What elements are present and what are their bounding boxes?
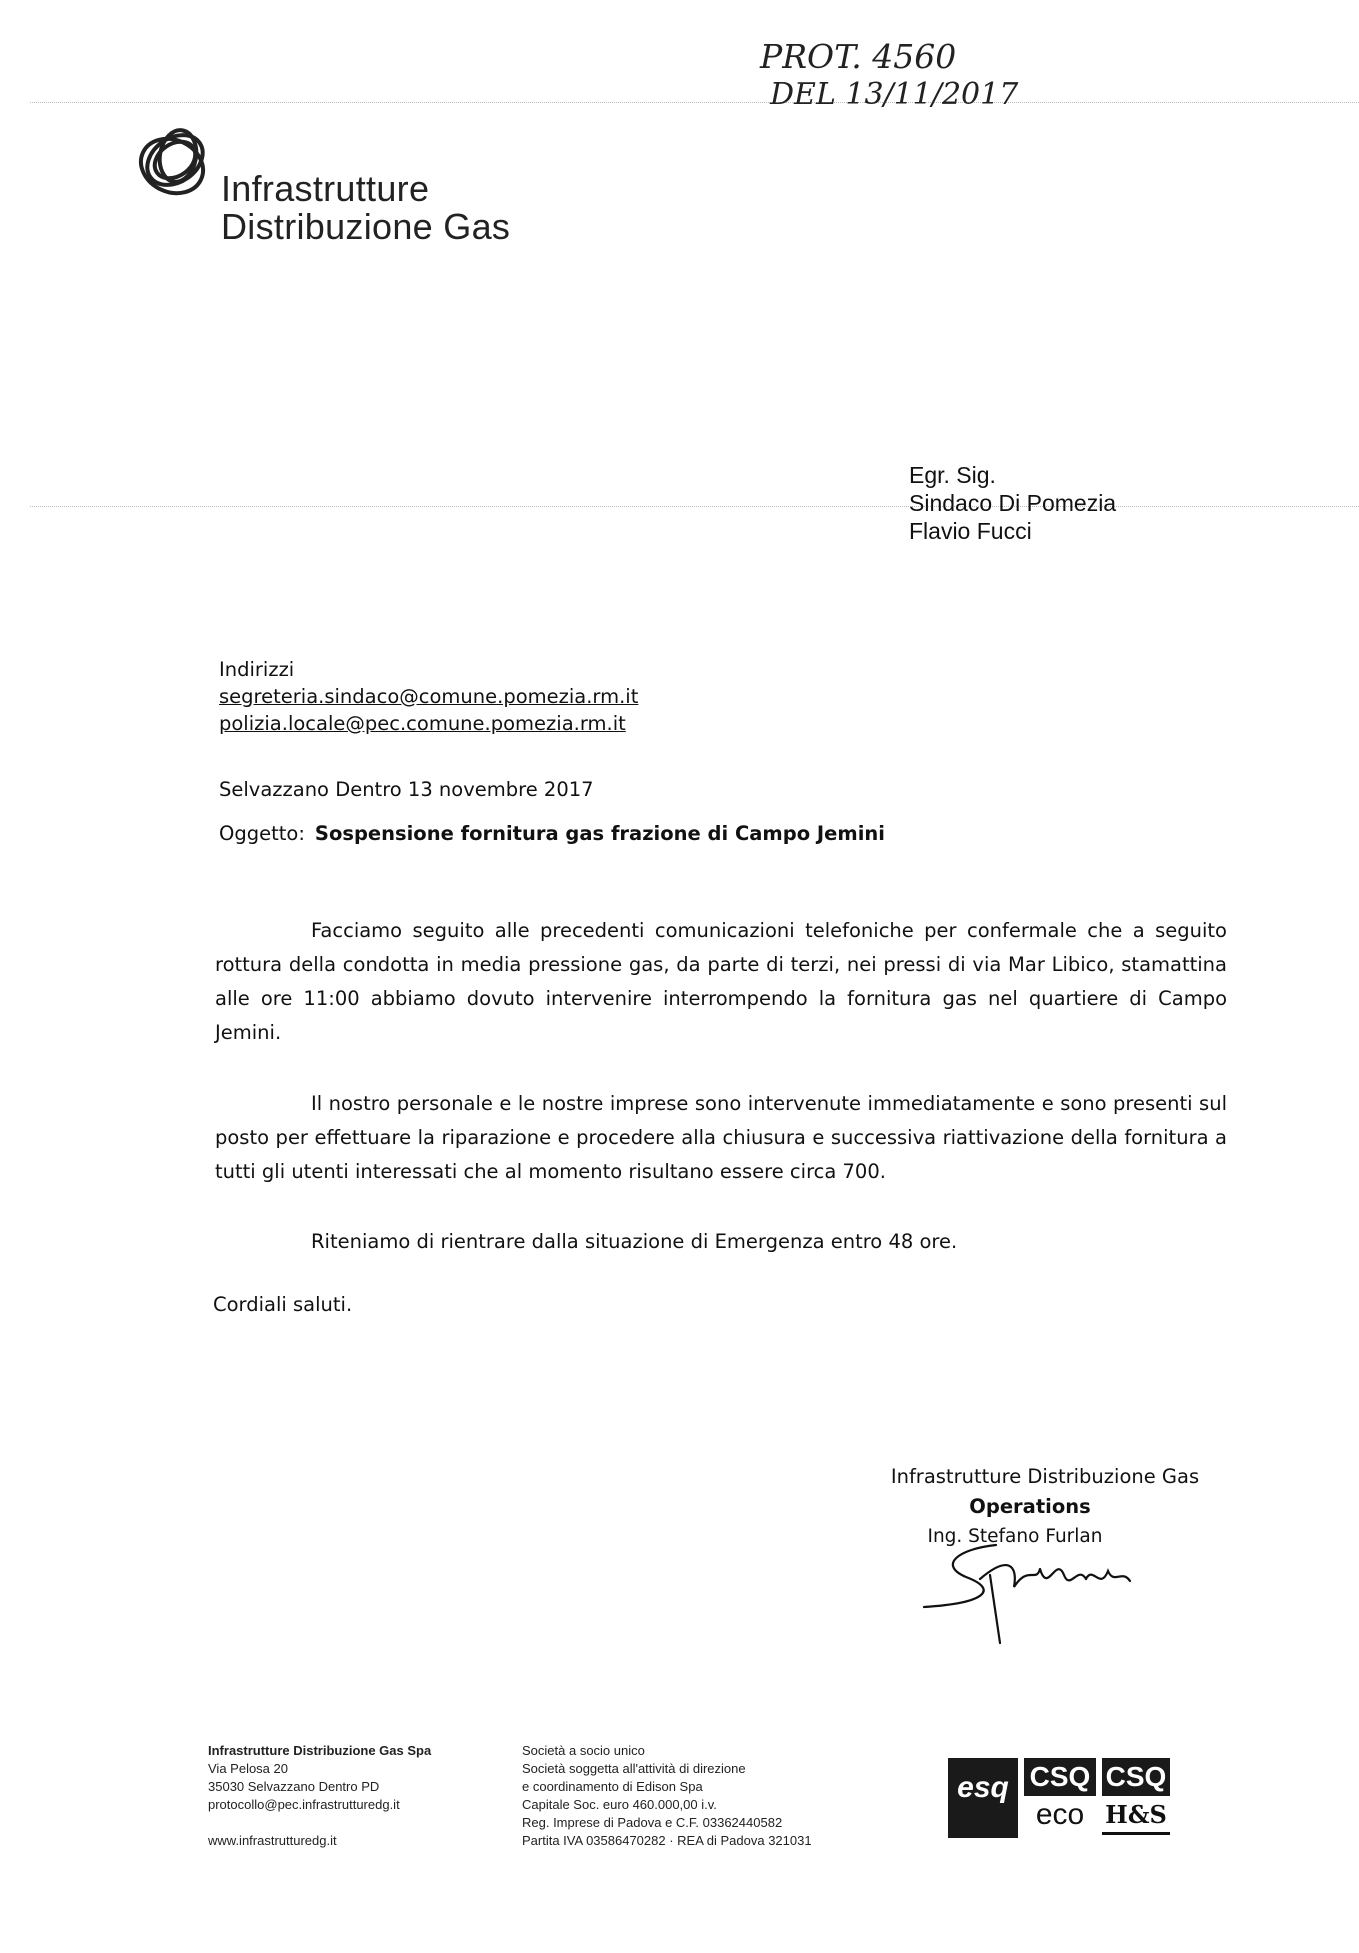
footer-legal-line-2: Società soggetta all'attività di direzione	[522, 1761, 746, 1776]
hs-label-box	[1102, 1798, 1170, 1835]
footer-web-link[interactable]: www.infrastrutturedg.it	[208, 1833, 337, 1848]
footer-street: Via Pelosa 20	[208, 1761, 288, 1776]
body-paragraph-3	[215, 1225, 1227, 1259]
footer-city: 35030 Selvazzano Dentro PD	[208, 1779, 380, 1794]
footer-legal-line-4: Capitale Soc. euro 460.000,00 i.v.	[522, 1797, 717, 1812]
protocol-number: PROT. 4560	[760, 37, 957, 76]
protocol-stamp	[760, 37, 957, 76]
paragraph-2-text: Il nostro personale e le nostre imprese sono intervenute immediatamente e sono presenti sul posto per effettuare la riparazione e procedere alla chiusura e successiva riattivazione della fornitura a tutti gli utenti interessati che al momento risultano essere circa 700.	[215, 1092, 1227, 1183]
letter-subject	[219, 822, 885, 845]
signature-company: Infrastrutture Distribuzione Gas	[890, 1465, 1200, 1488]
eco-label: eco	[1035, 1798, 1085, 1831]
signature-department: Operations	[969, 1495, 1091, 1518]
recipient-salutation: Egr. Sig.	[909, 462, 996, 488]
body-paragraph-1	[215, 914, 1227, 1050]
esq-certification-logo	[948, 1758, 1018, 1838]
subject-label: Oggetto:	[219, 822, 305, 845]
csq-eco-logo	[1024, 1758, 1096, 1796]
footer-pec-link[interactable]: protocollo@pec.infrastrutturedg.it	[208, 1797, 400, 1812]
company-logo-text	[221, 170, 510, 246]
middle-rule	[30, 506, 1359, 507]
address-block	[219, 656, 638, 737]
eco-label-box	[1024, 1798, 1096, 1832]
logo-line-2: Distribuzione Gas	[221, 206, 511, 247]
top-rule	[30, 102, 1359, 103]
closing-greeting: Cordiali saluti.	[213, 1293, 353, 1316]
hs-label: H&S	[1105, 1800, 1167, 1829]
protocol-date: DEL 13/11/2017	[770, 77, 1019, 112]
body-paragraph-2	[215, 1087, 1227, 1189]
logo-line-1: Infrastrutture	[221, 168, 430, 209]
signature-name: Ing. Stefano Furlan	[927, 1526, 1103, 1547]
protocol-date-stamp	[770, 77, 1019, 112]
email-link-sindaco[interactable]: segreteria.sindaco@comune.pomezia.rm.it	[219, 685, 639, 708]
footer-legal-info	[522, 1742, 812, 1850]
recipient-name: Flavio Fucci	[909, 518, 1032, 544]
footer-legal-line-3: e coordinamento di Edison Spa	[522, 1779, 703, 1794]
recipient-title: Sindaco Di Pomezia	[909, 490, 1117, 516]
esq-label: esq	[957, 1771, 1009, 1804]
footer-legal-line-5: Reg. Imprese di Padova e C.F. 03362440582	[522, 1815, 783, 1830]
paragraph-1-text: Facciamo seguito alle precedenti comunicazioni telefoniche per confermale che a seguito rottura della condotta in media pressione gas, da parte di terzi, nei pressi di via Mar Libico, stamattina alle ore 11:00 abbiamo dovuto intervenire interrompendo la fornitura gas nel quartiere di Campo Jemini.	[215, 919, 1227, 1044]
footer-legal-line-1: Società a socio unico	[522, 1743, 645, 1758]
company-logo-icon	[130, 118, 220, 208]
footer-legal-line-6: Partita IVA 03586470282 · REA di Padova 321031	[522, 1833, 812, 1848]
recipient-block	[909, 461, 1116, 545]
csq-eco-label: CSQ	[1029, 1761, 1091, 1792]
paragraph-3-text: Riteniamo di rientrare dalla situazione di Emergenza entro 48 ore.	[311, 1230, 958, 1253]
csq-hs-logo	[1102, 1758, 1170, 1796]
address-label: Indirizzi	[219, 658, 295, 681]
subject-text: Sospensione fornitura gas frazione di Campo Jemini	[314, 822, 885, 845]
handwritten-signature	[918, 1535, 1158, 1645]
email-link-polizia[interactable]: polizia.locale@pec.comune.pomezia.rm.it	[219, 712, 626, 735]
footer-company-info	[208, 1742, 431, 1850]
letter-date: Selvazzano Dentro 13 novembre 2017	[219, 778, 594, 801]
footer-company-name: Infrastrutture Distribuzione Gas Spa	[208, 1743, 432, 1758]
csq-hs-label: CSQ	[1105, 1761, 1167, 1792]
